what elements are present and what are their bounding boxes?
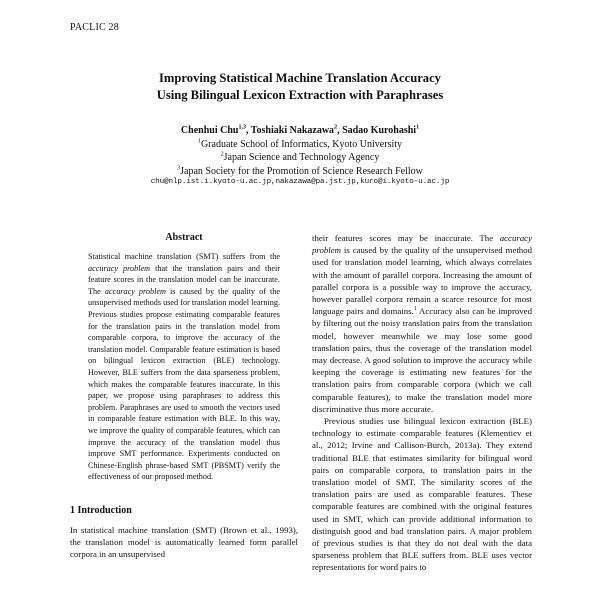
author-block bbox=[0, 124, 600, 178]
affiliation: $^3$Japan Society for the Promotion of Science Research Fellow bbox=[177, 165, 423, 177]
author-emails: chu@nlp.ist.i.kyoto-u.ac.jp,nakazawa@pa.jst.jp,kuro@i.kyoto-u.ac.jp bbox=[150, 178, 450, 186]
affiliation: $^1$Graduate School of Informatics, Kyoto University bbox=[197, 138, 403, 150]
abstract-text: Statistical machine translation (SMT) suffers from the accuracy problem that the translation pairs and their feature scores in the translation model can be inaccurate. The accuracy problem is caused by the quality of the unsupervised methods used for translation model learning. Previous studies propose estimating comparable features for the translation pairs in the translation model from comparable corpora, to improve the accuracy of the translation model. Comparable feature estimation is based on bilingual lexicon extraction (BLE) technology. However, BLE suffers from the data sparseness problem, which makes the comparable features inaccurate. In this paper, we propose using paraphrases to address this problem. Paraphrases are used to smooth the vectors used in comparable feature estimation with BLE. In this way, we improve the quality of comparable features, which can improve the accuracy of the translation model thus improve SMT performance. Experiments conducted on Chinese-English phrase-based SMT (PBSMT) verify the effectiveness of our proposed method. bbox=[88, 252, 280, 482]
section-heading-introduction: 1 Introduction bbox=[70, 504, 132, 516]
introduction-text: In statistical machine translation (SMT) (Brown et al., 1993), the translation model is automatically learned form parallel corpora in an unsupervised bbox=[70, 524, 298, 560]
title-line-2: Using Bilingual Lexicon Extraction with Paraphrases bbox=[156, 88, 444, 102]
abstract-heading: Abstract bbox=[165, 232, 203, 243]
footnote-marker: 1 bbox=[413, 306, 417, 313]
right-column bbox=[312, 232, 532, 574]
title-line-1: Improving Statistical Machine Translation Accuracy bbox=[159, 71, 441, 85]
paragraph: their features scores may be inaccurate. The accuracy problem is caused by the quality of the unsupervised method used for translation model learning, which always correlates with the amount of parallel corpora. Increasing the amount of parallel corpora is a possible way to improve the accuracy, however parallel corpora remain a scarce resource for most language pairs and domains.$^1$ Accuracy also can be improved by filtering out the noisy translation pairs from the translation model, however meanwhile we may lose some good translation pairs, thus the coverage of the translation model may decrease. A good solution to improve the accuracy while keeping the coverage is estimating new features for the translation pairs from comparable corpora (which we call comparable features), to make the translation model more discriminative thus more accurate. bbox=[312, 233, 532, 414]
author-sup: 1,3 bbox=[238, 124, 246, 131]
author-sup: 2 bbox=[334, 124, 338, 131]
affiliation: $^2$Japan Science and Technology Agency bbox=[220, 151, 380, 163]
author-name: Toshiaki Nakazawa bbox=[250, 125, 335, 136]
paragraph: Previous studies use bilingual lexicon extraction (BLE) technology to estimate comparable features (Klementiev et al., 2012; Irvine and Callison-Burch, 2013a). They extend traditional BLE that estimates similarity for bilingual word pairs on comparable corpora, to translation pairs in the translation model of SMT. The similarity scores of the translation pairs are used as comparable features. These comparable features are combined with the original features used in SMT, which can provide additional information to distinguish good and bad translation pairs. A major problem of previous studies is that they do not deal with the data sparseness problem that BLE suffers from. BLE uses vector representations for word pairs to bbox=[312, 416, 532, 573]
author-name: Sadao Kurohashi bbox=[342, 125, 417, 136]
author-names: Chenhui Chu$^{1,3}$, Toshiaki Nakazawa$^2$, Sadao Kurohashi$^1$ bbox=[180, 124, 420, 136]
left-column bbox=[70, 232, 298, 560]
author-name: Chenhui Chu bbox=[180, 125, 239, 136]
author-sup: 1 bbox=[416, 124, 420, 131]
conference-header: PACLIC 28 bbox=[70, 22, 119, 33]
paper-title bbox=[0, 70, 600, 104]
